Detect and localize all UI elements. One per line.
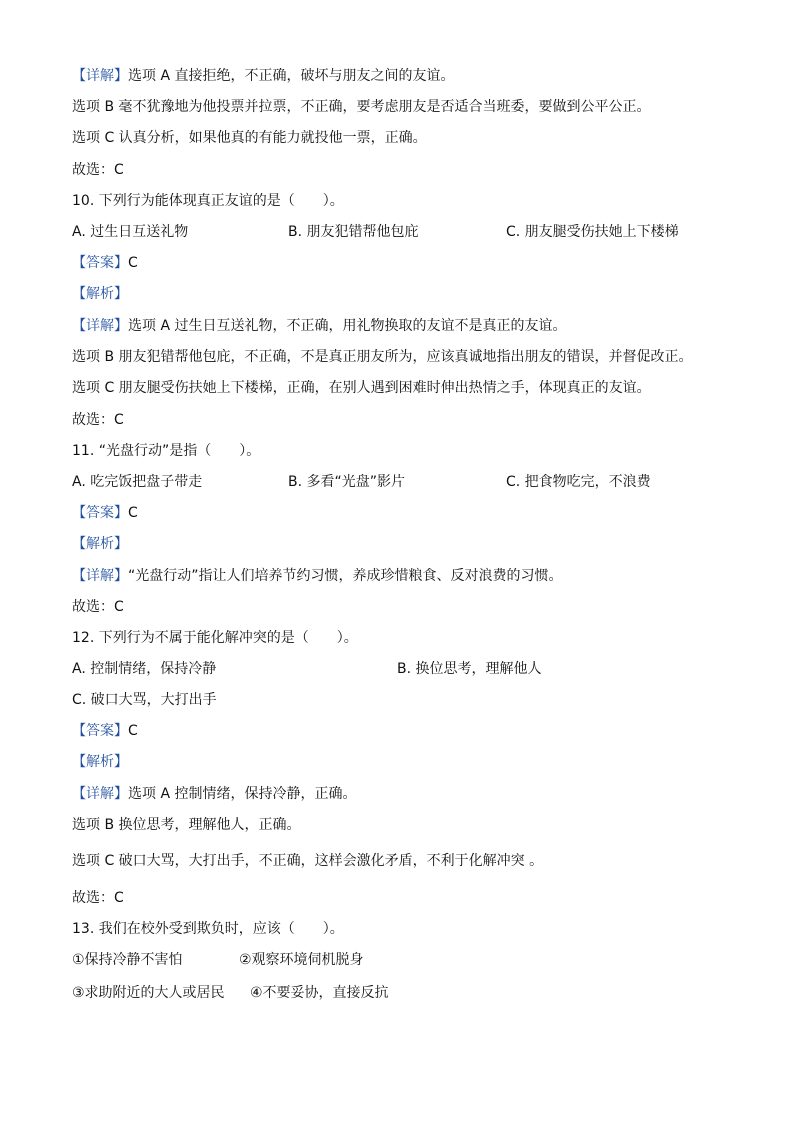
q10-analysis-tag: 【解析】 <box>72 286 128 302</box>
q12-analysis-tag: 【解析】 <box>72 754 128 770</box>
q10-explain-c: 选项 C 朋友腿受伤扶她上下楼梯，正确，在别人遇到困难时伸出热情之手，体现真正的友谊。 <box>72 380 651 396</box>
q11-explain: 【详解】“光盘行动”指让人们培养节约习惯，养成珍惜粮食、反对浪费的习惯。 <box>72 568 563 584</box>
q11-answer: 【答案】C <box>72 505 138 521</box>
answer-tag: 【答案】 <box>72 723 128 739</box>
q10-option-c: C. 朋友腿受伤扶她上下楼梯 <box>506 224 679 240</box>
q12-option-b: B. 换位思考，理解他人 <box>397 661 542 677</box>
q10-answer: 【答案】C <box>72 255 138 271</box>
explain-tag: 【详解】 <box>72 68 128 84</box>
q13-item-2: ②观察环境伺机脱身 <box>239 952 364 968</box>
q13-item-1: ①保持冷静不害怕 <box>72 952 183 968</box>
q12-explain-c: 选项 C 破口大骂，大打出手，不正确，这样会激化矛盾，不利于化解冲突 。 <box>72 853 544 869</box>
q12-option-c: C. 破口大骂，大打出手 <box>72 692 217 708</box>
answer-tag: 【答案】 <box>72 255 128 271</box>
explain-tag: 【详解】 <box>72 786 128 802</box>
q10-option-b: B. 朋友犯错帮他包庇 <box>288 224 419 240</box>
q11-analysis-tag: 【解析】 <box>72 536 128 552</box>
q10-explain-a: 【详解】选项 A 过生日互送礼物，不正确，用礼物换取的友谊不是真正的友谊。 <box>72 318 567 334</box>
q10-choice: 故选：C <box>72 412 124 428</box>
q12-answer: 【答案】C <box>72 723 138 739</box>
answer-tag: 【答案】 <box>72 505 128 521</box>
q9-choice: 故选：C <box>72 162 124 178</box>
q10-stem: 10. 下列行为能体现真正友谊的是（ ）。 <box>72 193 344 209</box>
q11-option-c: C. 把食物吃完，不浪费 <box>506 474 651 490</box>
q12-explain-b: 选项 B 换位思考，理解他人，正确。 <box>72 817 301 833</box>
q13-item-3: ③求助附近的大人或居民 <box>72 985 225 1001</box>
q9-explain-a: 【详解】选项 A 直接拒绝，不正确，破坏与朋友之间的友谊。 <box>72 68 455 84</box>
q12-explain-a: 【详解】选项 A 控制情绪，保持冷静，正确。 <box>72 786 357 802</box>
explain-tag: 【详解】 <box>72 568 128 584</box>
q12-choice: 故选：C <box>72 890 124 906</box>
q12-stem: 12. 下列行为不属于能化解冲突的是（ ）。 <box>72 630 358 646</box>
q11-option-b: B. 多看“光盘”影片 <box>288 474 406 490</box>
q9-explain-b: 选项 B 毫不犹豫地为他投票并拉票，不正确，要考虑朋友是否适合当班委，要做到公平公正。 <box>72 99 651 115</box>
q10-explain-b: 选项 B 朋友犯错帮他包庇，不正确，不是真正朋友所为，应该真诚地指出朋友的错误，并督促改正。 <box>72 349 693 365</box>
q11-choice: 故选：C <box>72 599 124 615</box>
q12-option-a: A. 控制情绪，保持冷静 <box>72 661 217 677</box>
q13-stem: 13. 我们在校外受到欺负时，应该（ ）。 <box>72 921 344 937</box>
q9-explain-c: 选项 C 认真分析，如果他真的有能力就投他一票，正确。 <box>72 130 427 146</box>
q13-item-4: ④不要妥协，直接反抗 <box>250 985 389 1001</box>
q11-option-a: A. 吃完饭把盘子带走 <box>72 474 203 490</box>
q10-option-a: A. 过生日互送礼物 <box>72 224 189 240</box>
explain-tag: 【详解】 <box>72 318 128 334</box>
q11-stem: 11. “光盘行动”是指（ ）。 <box>72 443 261 459</box>
